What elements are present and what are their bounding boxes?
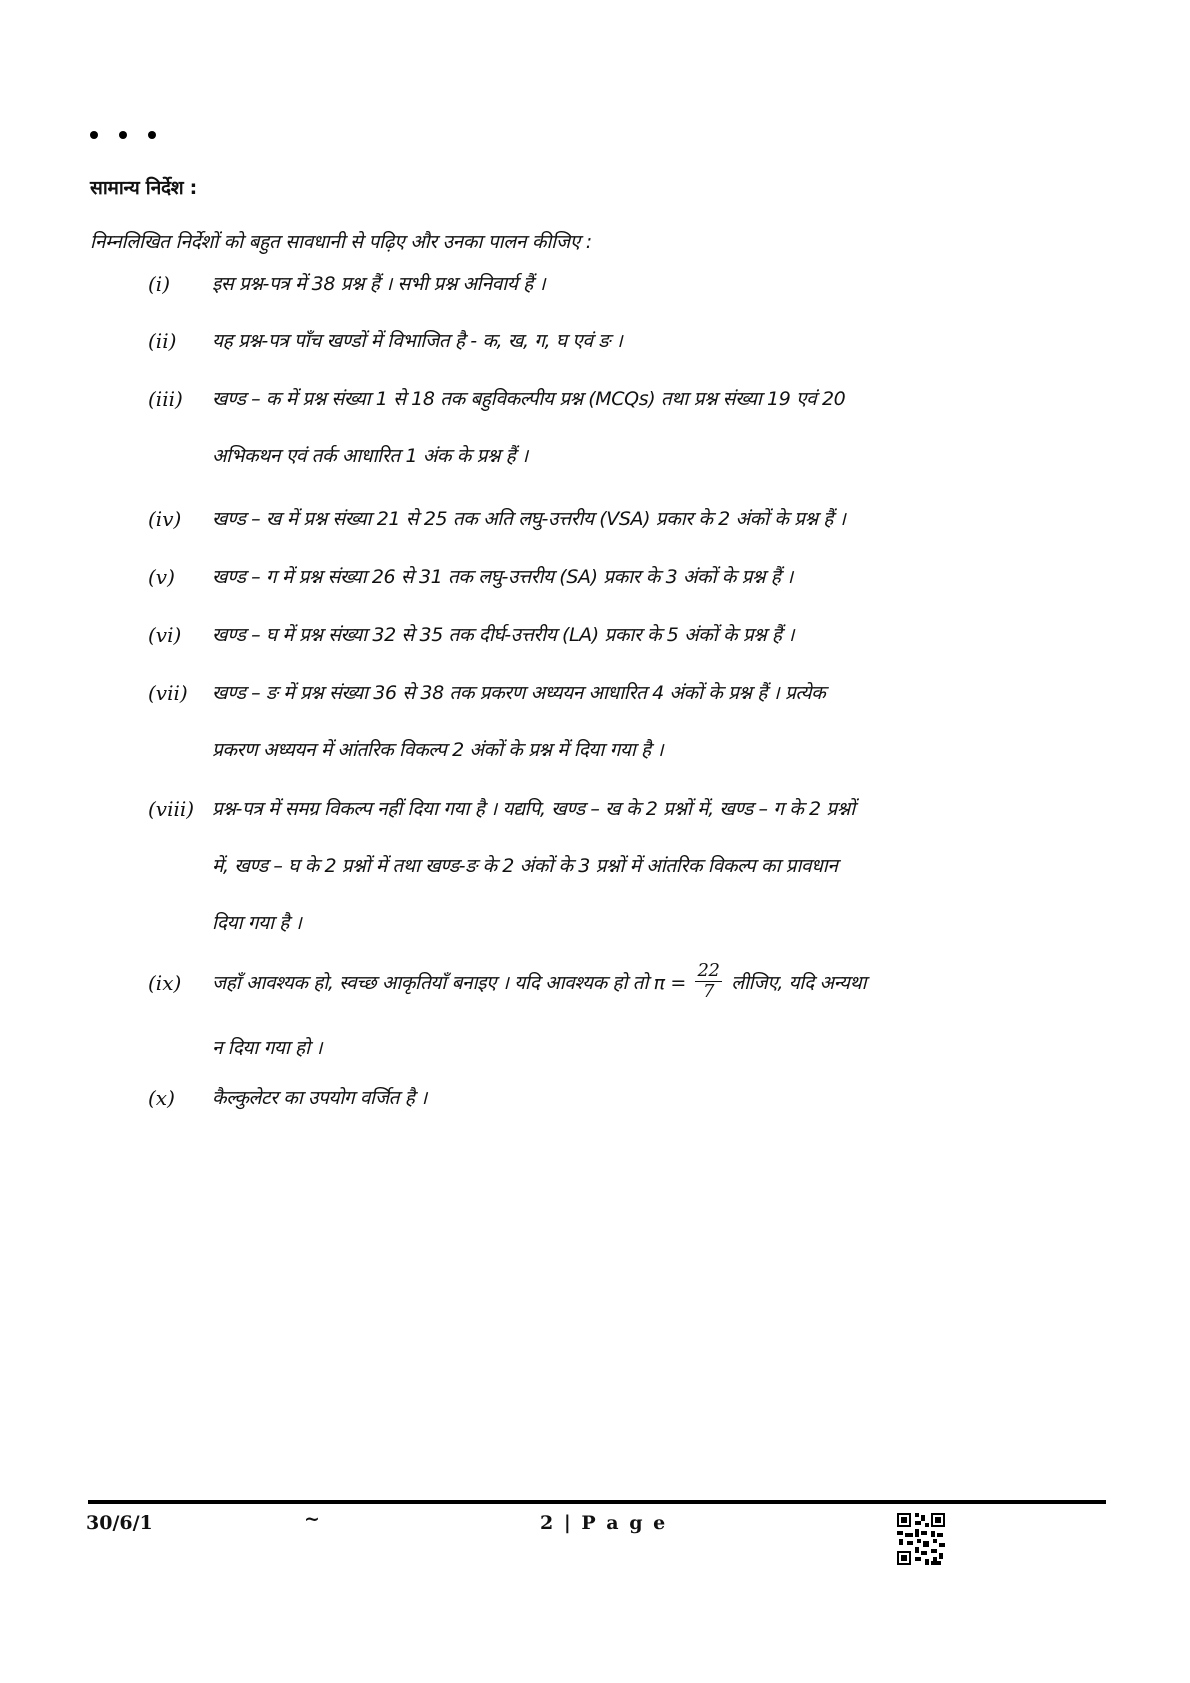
item-number: (vii) xyxy=(148,681,188,705)
item-number: (i) xyxy=(148,272,171,296)
item-line: न दिया गया हो । xyxy=(212,1037,323,1059)
item-line-start: जहाँ आवश्यक हो, स्वच्छ आकृतियाँ बनाइए । यदि आवश्यक हो तो π = xyxy=(212,972,686,994)
paper-code: 30/6/1 xyxy=(86,1512,153,1534)
bullet-dots xyxy=(90,131,156,139)
item-line: खण्ड – ङ में प्रश्न संख्या 36 से 38 तक प्रकरण अध्ययन आधारित 4 अंकों के प्रश्न हैं । प्रत्येक xyxy=(212,682,826,704)
item-text xyxy=(212,549,1092,606)
item-line: अभिकथन एवं तर्क आधारित 1 अंक के प्रश्न हैं । xyxy=(212,445,528,467)
dot-icon xyxy=(90,131,98,139)
item-line xyxy=(212,955,1092,1012)
item-line: खण्ड – ख में प्रश्न संख्या 21 से 25 तक अति लघु-उत्तरीय (VSA) प्रकार के 2 अंकों के प्रश्न हैं । xyxy=(212,508,846,530)
item-number: (vi) xyxy=(148,623,182,647)
footer-tilde: ~ xyxy=(304,1508,320,1530)
general-instructions-title: सामान्य निर्देश : xyxy=(90,177,197,199)
item-number: (v) xyxy=(148,565,175,589)
item-number: (ix) xyxy=(148,971,182,995)
item-number: (x) xyxy=(148,1086,175,1110)
item-number: (ii) xyxy=(148,329,177,353)
qr-code-icon xyxy=(897,1513,945,1565)
item-text xyxy=(212,256,1092,313)
fraction-denominator: 7 xyxy=(703,981,715,1002)
instructions-intro: निम्नलिखित निर्देशों को बहुत सावधानी से पढ़िए और उनका पालन कीजिए : xyxy=(90,231,592,253)
item-line: दिया गया है । xyxy=(212,912,302,934)
pi-fraction xyxy=(695,961,721,1002)
item-text xyxy=(212,955,1092,1077)
item-line: खण्ड – घ में प्रश्न संख्या 32 से 35 तक दीर्घ-उत्तरीय (LA) प्रकार के 5 अंकों के प्रश्न हैं । xyxy=(212,624,795,646)
item-number: (iii) xyxy=(148,387,183,411)
item-number: (iv) xyxy=(148,507,182,531)
dot-icon xyxy=(119,131,127,139)
item-line: खण्ड – क में प्रश्न संख्या 1 से 18 तक बहुविकल्पीय प्रश्न (MCQs) तथा प्रश्न संख्या 19 एवं 20 xyxy=(212,388,846,410)
item-text xyxy=(212,607,1092,664)
dot-icon xyxy=(148,131,156,139)
fraction-numerator: 22 xyxy=(697,960,720,981)
item-line-end: लीजिए, यदि अन्यथा xyxy=(731,972,867,994)
item-text xyxy=(212,665,1092,779)
item-line: प्रश्न-पत्र में समग्र विकल्प नहीं दिया गया है । यद्यपि, खण्ड – ख के 2 प्रश्नों में, खण्ड – ग के 2 प्रश्नों xyxy=(212,798,855,820)
item-line: इस प्रश्न-पत्र में 38 प्रश्न हैं । सभी प्रश्न अनिवार्य हैं । xyxy=(212,273,546,295)
item-line: प्रकरण अध्ययन में आंतरिक विकल्प 2 अंकों के प्रश्न में दिया गया है । xyxy=(212,739,664,761)
item-text xyxy=(212,371,1092,485)
item-text xyxy=(212,781,1092,952)
item-text xyxy=(212,491,1092,548)
item-line: कैल्कुलेटर का उपयोग वर्जित है । xyxy=(212,1087,427,1109)
item-number: (viii) xyxy=(148,797,195,821)
footer-divider xyxy=(88,1500,1106,1504)
page-number: 2 | P a g e xyxy=(540,1512,668,1534)
item-line: यह प्रश्न-पत्र पाँच खण्डों में विभाजित है - क, ख, ग, घ एवं ङ । xyxy=(212,330,623,352)
item-line: खण्ड – ग में प्रश्न संख्या 26 से 31 तक लघु-उत्तरीय (SA) प्रकार के 3 अंकों के प्रश्न हैं । xyxy=(212,566,793,588)
item-text xyxy=(212,313,1092,370)
item-text xyxy=(212,1070,1092,1127)
item-line: में, खण्ड – घ के 2 प्रश्नों में तथा खण्ड-ङ के 2 अंकों के 3 प्रश्नों में आंतरिक विकल्प का प्रावधान xyxy=(212,855,838,877)
